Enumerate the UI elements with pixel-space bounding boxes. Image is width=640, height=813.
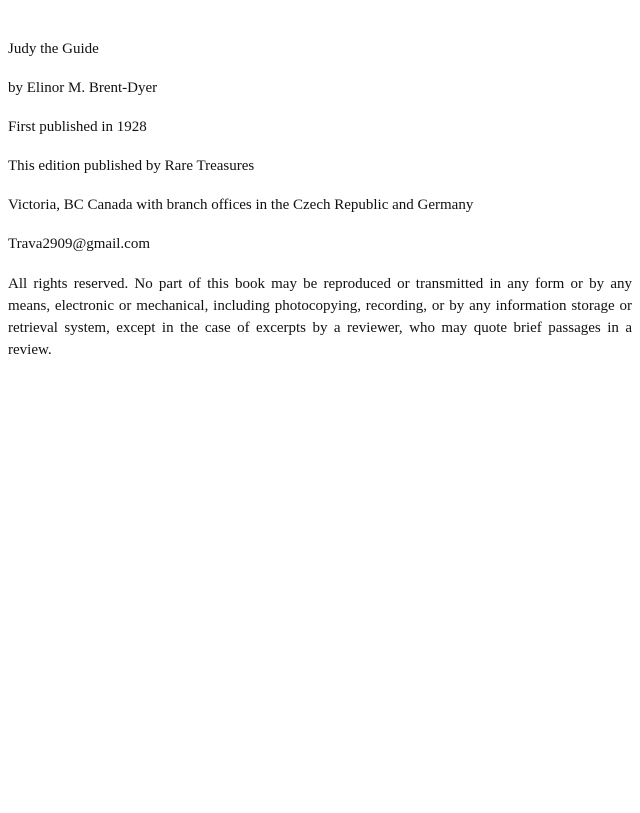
contact-email: Trava2909@gmail.com	[8, 236, 150, 252]
first-published-line: First published in 1928	[8, 119, 147, 135]
rights-paragraph: All rights reserved. No part of this book may be reproduced or transmitted in any form or by any means, electronic or mechanical, including photocopying, recording, or by any information storage or retrieval system, except in the case of excerpts by a reviewer, who may quote brief passages in a review.	[8, 276, 632, 358]
book-author: by Elinor M. Brent-Dyer	[8, 80, 158, 96]
edition-line: This edition published by Rare Treasures	[8, 158, 255, 174]
publisher-location: Victoria, BC Canada with branch offices in the Czech Republic and Germany	[8, 197, 474, 213]
book-title: Judy the Guide	[8, 41, 99, 57]
